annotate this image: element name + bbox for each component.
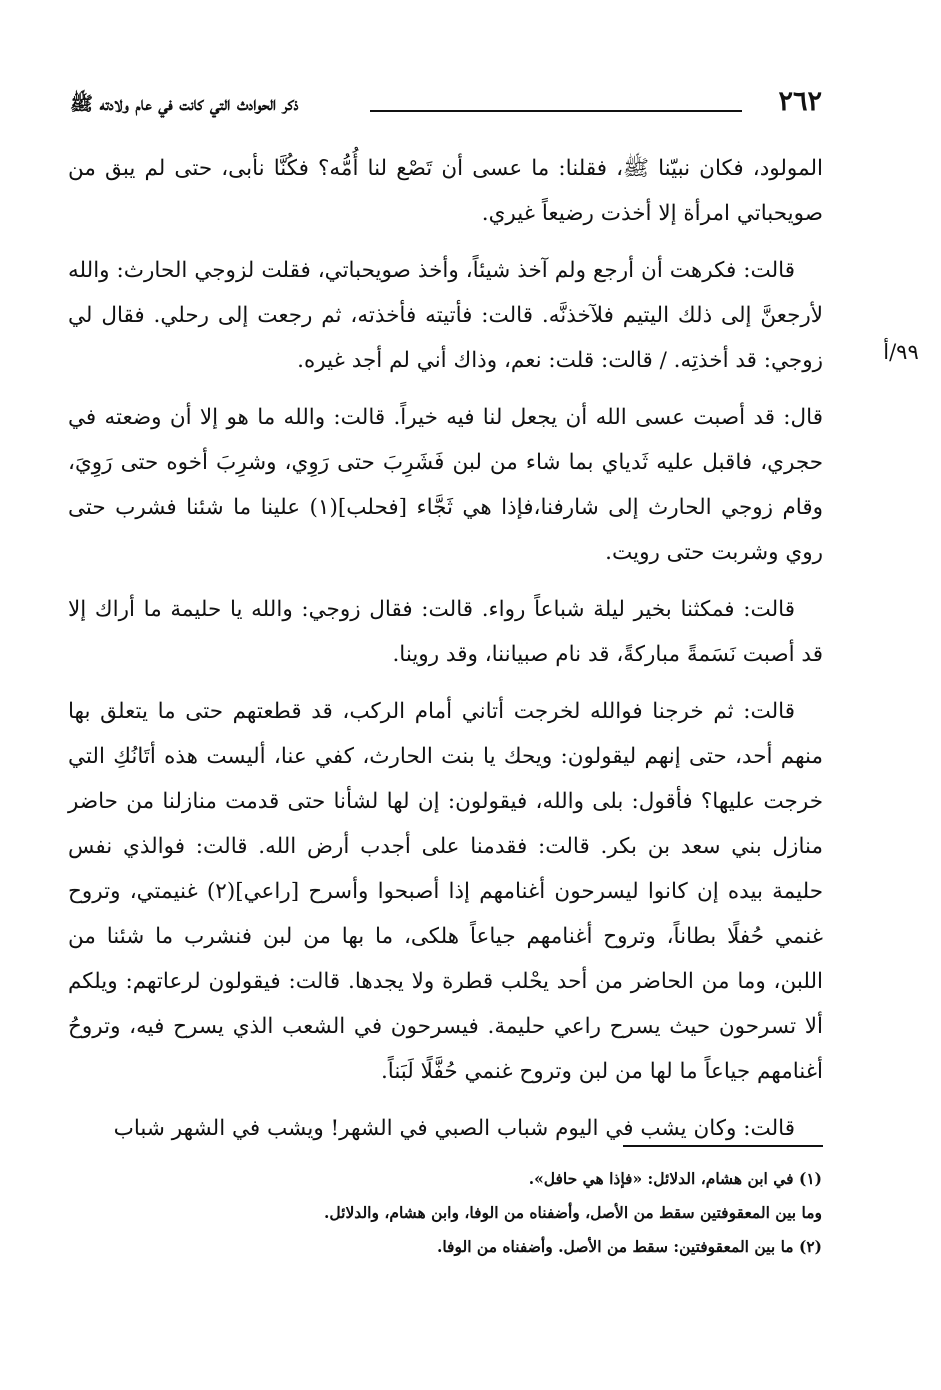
paragraph: قالت: ثم خرجنا فوالله لخرجت أتاني أمام الركب، قد قطعتهم حتى ما يتعلق بها منهم أحد، حتى إنهم ليقولون: ويحك يا بنت الحارث، كفي عنا، أليست هذه أتَانُكِ التي خرجت عليها؟ فأقول: بلى والله، فيقولون: إن لها لشأنا حتى قدمت منازلنا من حاضر منازل بني سعد بن بكر. قالت: فقدمنا على أجدب أرض الله. قالت: فوالذي نفس حليمة بيده إن كانوا ليسرحون أغنامهم إذا أصبحوا وأسرح [راعي](٢) غنيمتي، وتروح غنمي حُفلًا بطاناً، وتروح أغنامهم جياعاً هلكى، ما بها من لبن فنشرب ما شئنا من اللبن، وما من الحاضر من أحد يحْلب قطرة ولا يجدها. قالت: فيقولون لرعاتهم: ويلكم ألا تسرحون حيث يسرح راعي حليمة. فيسرحون في الشعب الذي يسرح فيه، وتروحُ أغنامهم جياعاً ما لها من لبن وتروح غنمي حُفَّلًا لَبَناً.: [68, 699, 823, 1084]
footnote: (٢) ما بين المعقوفتين: سقط من الأصل. وأضفناه من الوفا.: [436, 1237, 822, 1256]
paragraph: قالت: وكان يشب في اليوم شباب الصبي في الشهر! ويشب في الشهر شباب: [113, 1116, 795, 1141]
paragraph: المولود، فكان نبيّنا ﷺ، فقلنا: ما عسى أن تَصْع لنا أُمُّه؟ فكُنَّا نأبى، حتى لم يبق من صويحباتي امرأة إلا أخذت رضيعاً غيري.: [68, 156, 823, 226]
footnotes: [70, 1162, 822, 1264]
paragraph: قال: قد أصبت عسى الله أن يجعل لنا فيه خيراً. قالت: والله ما هو إلا أن وضعته في حجري، فاقبل عليه ثَدياي بما شاء من لبن فَشَرِبَ حتى رَوِي، وشرِبَ أخوه حتى رَوِيَ، وقام زوجي الحارث إلى شارفنا،فإذا هي ثَجَّاء [فحلب](١) علينا ما شئنا فشرب حتى روي وشربت حتى رويت.: [68, 405, 823, 565]
main-text: [68, 146, 823, 1163]
running-title: ذكر الحوادث التي كانت في عام ولادته ﷺ: [70, 93, 299, 115]
paragraph: قالت: فكرهت أن أرجع ولم آخذ شيئاً، وأخذ صويحباتي، فقلت لزوجي الحارث: والله لأرجعنَّ إلى ذلك اليتيم فلآخذنَّه. قالت: فأتيته فأخذته، ثم رجعت إلى رحلي. فقال لي زوجي: قد أخذتِه. / قالت: قلت: نعم، وذاك أني لم أجد غيره.: [68, 258, 823, 373]
footnote-rule: [623, 1145, 823, 1147]
header-rule: [370, 110, 742, 112]
footnote: (١) في ابن هشام، الدلائل: «فإذا هي حافل».: [528, 1169, 822, 1188]
folio-marker: ٩٩/أ: [883, 340, 919, 364]
page-number: ٢٦٢: [778, 86, 822, 117]
paragraph: قالت: فمكثنا بخير ليلة شباعاً رواء. قالت: فقال زوجي: والله يا حليمة ما أراك إلا قد أصبت نَسَمةً مباركةً، قد نام صبياننا، وقد روينا.: [68, 597, 823, 667]
footnote: وما بين المعقوفتين سقط من الأصل، وأضفناه من الوفا، وابن هشام، والدلائل.: [324, 1203, 822, 1222]
page-header: [70, 86, 822, 126]
